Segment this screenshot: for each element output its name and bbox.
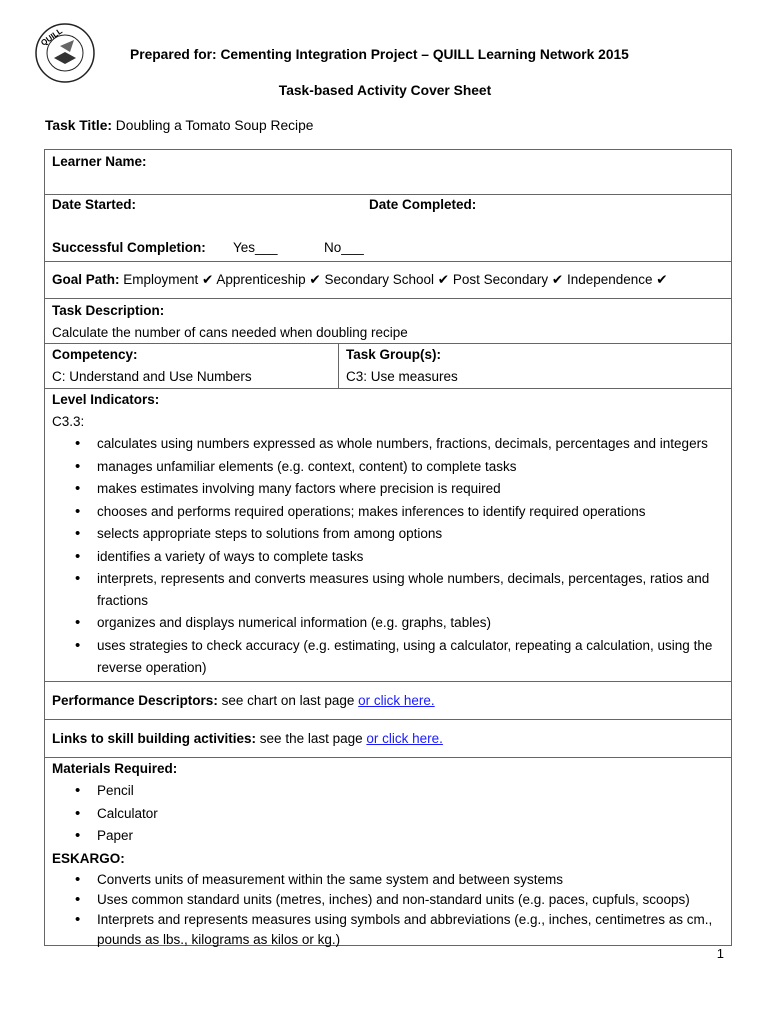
quill-logo <box>34 22 96 84</box>
performance-label: Performance Descriptors: <box>52 693 218 708</box>
eskargo-list <box>52 870 724 950</box>
task-title-value: Doubling a Tomato Soup Recipe <box>111 118 314 133</box>
no-option[interactable]: No___ <box>324 240 364 255</box>
competency-value: C: Understand and Use Numbers <box>52 369 252 384</box>
skill-links-label: Links to skill building activities: <box>52 731 257 746</box>
list-item: • Uses common standard units (metres, inches) and non-standard units (e.g. paces, cupfuls, scoops) <box>97 890 724 910</box>
task-description-label: Task Description: <box>52 303 165 318</box>
skill-links-row <box>45 720 731 758</box>
task-groups-label: Task Group(s): <box>346 347 442 362</box>
goal-path-row <box>45 262 731 299</box>
eskargo-label: ESKARGO: <box>52 850 125 866</box>
list-item: • uses strategies to check accuracy (e.g. estimating, using a calculator, repeating a calculation, using the reverse operation) <box>97 635 724 679</box>
prepared-for-heading: Prepared for: Cementing Integration Project – QUILL Learning Network 2015 <box>130 47 629 62</box>
level-indicators-row <box>45 389 731 682</box>
list-item: • calculates using numbers expressed as whole numbers, fractions, decimals, percentages and integers <box>97 433 724 456</box>
learner-name-row[interactable] <box>45 150 731 195</box>
list-item: • Interprets and represents measures using symbols and abbreviations (e.g., inches, centimetres as cm., pounds as lbs., kilograms as kilos or kg.) <box>97 910 724 950</box>
list-item: • makes estimates involving many factors where precision is required <box>97 478 724 501</box>
goal-path-label: Goal Path: <box>52 272 120 287</box>
list-item: • Calculator <box>97 803 724 826</box>
performance-row <box>45 682 731 720</box>
task-groups-value: C3: Use measures <box>346 369 458 384</box>
materials-label: Materials Required: <box>52 761 178 776</box>
learner-name-label: Learner Name: <box>52 154 147 169</box>
skill-links-link[interactable]: or click here. <box>366 731 443 746</box>
skill-links-text: see the last page <box>256 731 367 746</box>
list-item: • Converts units of measurement within the same system and between systems <box>97 870 724 890</box>
materials-list <box>52 780 724 848</box>
task-title <box>45 118 313 133</box>
task-description-value: Calculate the number of cans needed when doubling recipe <box>52 325 408 340</box>
list-item: • Paper <box>97 825 724 848</box>
list-item: • manages unfamiliar elements (e.g. context, content) to complete tasks <box>97 456 724 479</box>
list-item: • Pencil <box>97 780 724 803</box>
cover-sheet-form <box>44 149 732 946</box>
competency-row <box>45 344 731 389</box>
level-code: C3.3: <box>52 414 85 429</box>
goal-path-value: Employment ✔ Apprenticeship ✔ Secondary School ✔ Post Secondary ✔ Independence ✔ <box>119 272 668 287</box>
page-number: 1 <box>716 946 724 961</box>
date-started-label: Date Started: <box>52 197 137 212</box>
task-description-row <box>45 299 731 344</box>
list-item: • interprets, represents and converts measures using whole numbers, decimals, percentages, ratios and fractions <box>97 568 724 612</box>
yes-option[interactable]: Yes___ <box>233 240 278 255</box>
level-indicators-label: Level Indicators: <box>52 392 160 407</box>
list-item: • selects appropriate steps to solutions from among options <box>97 523 724 546</box>
successful-completion-label: Successful Completion: <box>52 240 206 255</box>
list-item: • chooses and performs required operations; makes inferences to identify required operations <box>97 501 724 524</box>
svg-text:QUILL: QUILL <box>39 26 65 48</box>
level-indicator-list <box>52 433 724 679</box>
task-title-label: Task Title: <box>45 118 112 133</box>
performance-text: see chart on last page <box>217 693 359 708</box>
date-completed-label: Date Completed: <box>369 197 477 212</box>
competency-label: Competency: <box>52 347 138 362</box>
list-item: • organizes and displays numerical information (e.g. graphs, tables) <box>97 612 724 635</box>
performance-link[interactable]: or click here. <box>358 693 435 708</box>
materials-row <box>45 758 731 945</box>
sheet-title: Task-based Activity Cover Sheet <box>278 83 492 98</box>
list-item: • identifies a variety of ways to complete tasks <box>97 546 724 569</box>
